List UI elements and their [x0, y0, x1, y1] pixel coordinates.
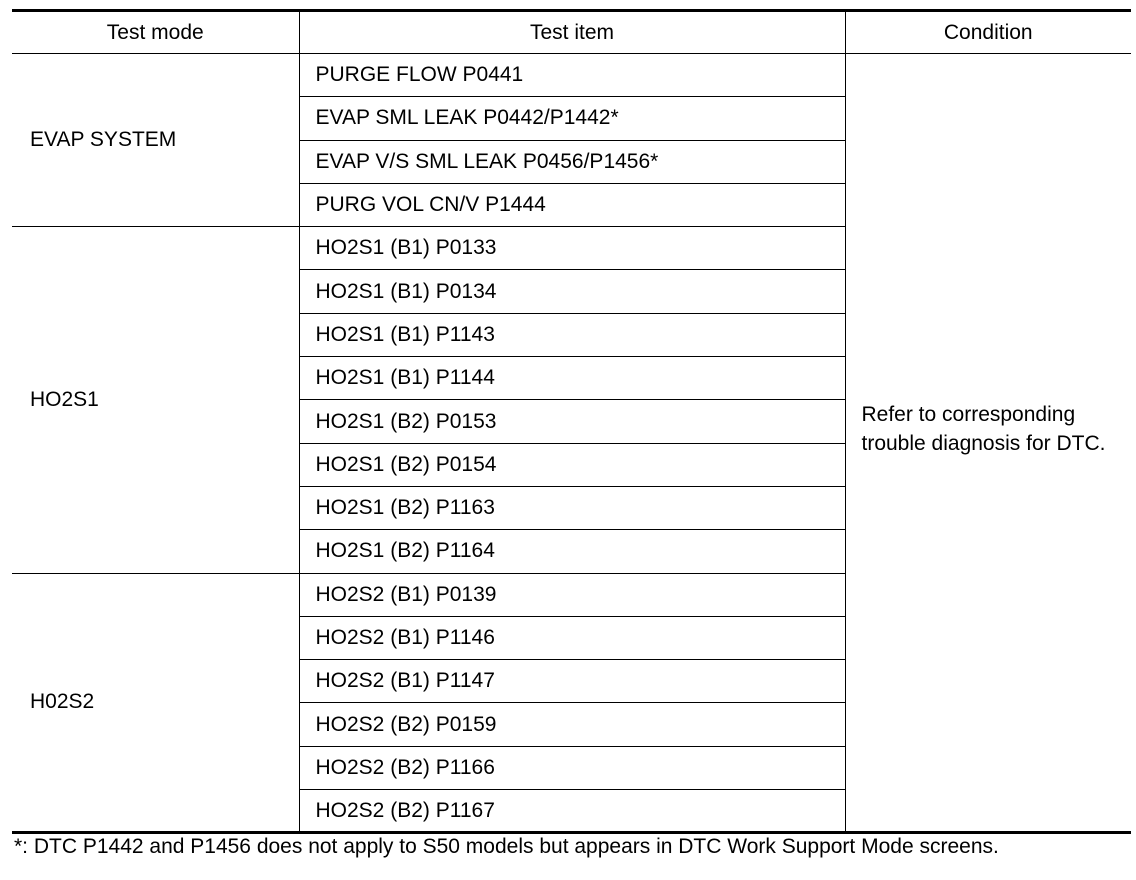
test-item: HO2S2 (B2) P1166 [299, 746, 845, 789]
dtc-work-support-table [12, 9, 1131, 834]
header-row [12, 11, 1131, 54]
test-item: HO2S1 (B2) P1164 [299, 530, 845, 573]
test-item: HO2S2 (B1) P1147 [299, 660, 845, 703]
test-item: HO2S1 (B2) P0153 [299, 400, 845, 443]
test-item: HO2S2 (B2) P1167 [299, 790, 845, 833]
test-item: HO2S1 (B1) P1143 [299, 313, 845, 356]
test-item: HO2S1 (B2) P1163 [299, 486, 845, 529]
test-item: PURG VOL CN/V P1444 [299, 183, 845, 226]
test-item: HO2S2 (B1) P0139 [299, 573, 845, 616]
test-item: PURGE FLOW P0441 [299, 54, 845, 97]
test-mode-evap-system: EVAP SYSTEM [12, 54, 299, 227]
test-item: HO2S1 (B1) P0133 [299, 227, 845, 270]
header-test-item: Test item [299, 11, 845, 54]
test-item: HO2S1 (B2) P0154 [299, 443, 845, 486]
test-item: EVAP V/S SML LEAK P0456/P1456* [299, 140, 845, 183]
test-mode-ho2s2: H02S2 [12, 573, 299, 833]
test-mode-ho2s1: HO2S1 [12, 227, 299, 573]
test-item: HO2S1 (B1) P1144 [299, 357, 845, 400]
test-item: HO2S2 (B1) P1146 [299, 616, 845, 659]
header-condition: Condition [845, 11, 1131, 54]
table-row [12, 54, 1131, 97]
footnote: *: DTC P1442 and P1456 does not apply to S50 models but appears in DTC Work Support Mode screens. [14, 835, 999, 858]
test-item: HO2S2 (B2) P0159 [299, 703, 845, 746]
test-item: EVAP SML LEAK P0442/P1442* [299, 97, 845, 140]
header-test-mode: Test mode [12, 11, 299, 54]
condition-text: Refer to corresponding trouble diagnosis for DTC. [845, 54, 1131, 833]
test-item: HO2S1 (B1) P0134 [299, 270, 845, 313]
